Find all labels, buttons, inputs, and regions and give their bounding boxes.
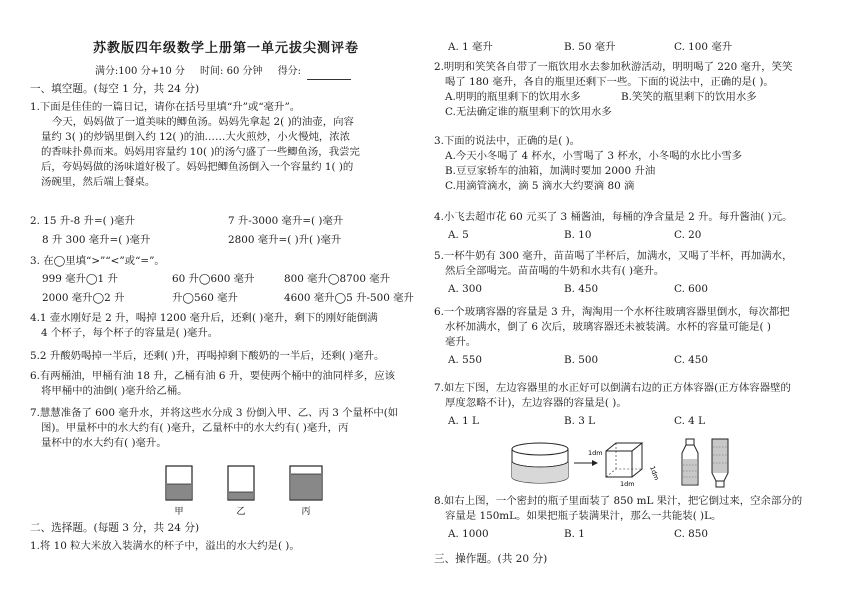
cq2-option-a: A.明明的瓶里剩下的饮用水多 (445, 91, 581, 104)
cq3-line: 3.下面的说法中，正确的是( )。 (434, 135, 581, 147)
cq5-line: 5.一杯牛奶有 300 毫升，苗苗喝了半杯后，加满水，又喝了半杯，再加满水， (434, 250, 793, 262)
q7-line: 7.慧慧准备了 600 毫升水，并将这些水分成 3 份倒入甲、乙、丙 3 个量杯中(如 (30, 407, 399, 419)
score-blank (307, 69, 351, 80)
question-2 (30, 214, 343, 248)
cq6-line: 毫升。 (445, 336, 477, 349)
time-limit: 时间: 60 分钟 (200, 66, 263, 77)
score-label: 得分: (277, 66, 302, 77)
cube-dimension-label: 1dm (648, 464, 661, 482)
cup-bing-label: 丙 (301, 507, 311, 517)
choice-question-3 (434, 134, 742, 194)
cq2-option-c: C.无法确定谁的瓶里剩下的饮用水多 (445, 106, 612, 119)
cq7-option-b: B. 3 L (564, 415, 596, 428)
choice-question-6 (434, 305, 794, 368)
question-1 (30, 100, 360, 190)
q1-line: 的香味扑鼻而来。妈妈用容量约 10( )的汤勺盛了一些鲫鱼汤，我尝完 (41, 146, 360, 159)
cq6-option-c: C. 450 (674, 354, 709, 367)
cube-dimension-label: 1dm (588, 449, 603, 457)
q6-line: 将甲桶中的油倒( )毫升给乙桶。 (41, 385, 188, 398)
q5-line: 5.2 升酸奶喝掉一半后，还剩( )升，再喝掉剩下酸奶的一半后，还剩( )毫升。 (30, 350, 385, 362)
cq3-option-a: A.今天小冬喝了 4 杯水，小雪喝了 3 杯水，小冬喝的水比小雪多 (445, 150, 743, 163)
cylinder-container-icon (512, 443, 568, 483)
cq8-line: 容量是 150mL。如果把瓶子装满果汁，那么一共能装( )L。 (445, 510, 722, 523)
section-1-heading: 一、填空题。(每空 1 分，共 24 分) (30, 83, 200, 95)
measuring-cups-figure (158, 462, 338, 520)
containers-figure (510, 437, 740, 491)
question-7 (30, 406, 398, 451)
q1-line: 后，夸妈妈做的汤味道好极了。妈妈把鲫鱼汤倒入一个容量约 1( )的 (41, 161, 354, 174)
cq4-option-c: C. 20 (674, 229, 702, 242)
cq7-option-a: A. 1 L (448, 415, 479, 428)
bottle-upright-icon (682, 439, 698, 485)
choice-question-8 (434, 494, 802, 542)
q3-item: 800 毫升◯8700 毫升 (284, 273, 391, 286)
choice-question-2 (434, 60, 792, 120)
cube-dimension-label: 1dm (620, 480, 635, 488)
cq8-option-c: C. 850 (674, 528, 709, 541)
cq2-option-b: B.笑笑的瓶里剩下的饮用水多 (621, 91, 757, 104)
choice-question-4 (434, 210, 794, 243)
q2-item: 7 升-3000 毫升=( )毫升 (228, 215, 344, 227)
cup-jia-label: 甲 (174, 507, 184, 517)
question-6 (30, 369, 395, 399)
cq3-option-c: C.用滴管滴水，滴 5 滴水大约要滴 80 滴 (445, 180, 635, 193)
q7-line: 量杯中的水大约有( )毫升。 (41, 437, 167, 450)
cq1-option-a: A. 1 毫升 (448, 41, 493, 53)
cq5-options (434, 282, 794, 297)
q4-line: 4.1 壶水刚好是 2 升，喝掉 1200 毫升后，还剩( )毫升，剩下的刚好能倒满 (30, 312, 378, 324)
cup-jia-icon (166, 466, 192, 500)
cq8-option-b: B. 1 (564, 528, 585, 541)
cq7-line: 7.如左下图，左边容器里的水正好可以倒满右边的正方体容器(正方体容器壁的 (434, 382, 791, 394)
q3-item: 4600 毫升◯5 升-500 毫升 (284, 292, 414, 305)
q2-item: 8 升 300 毫升=( )毫升 (42, 234, 151, 247)
question-3 (30, 254, 414, 306)
cq8-option-a: A. 1000 (448, 528, 489, 541)
choice-question-5 (434, 249, 794, 297)
cq2-line: 喝了 180 毫升，各自的瓶里还剩下一些。下面的说法中，正确的是( )。 (445, 76, 774, 89)
cq8-line: 8.如右上图，一个密封的瓶子里面装了 850 mL 果汁，把它倒过来，空余部分的 (434, 495, 803, 507)
choice-question-7 (434, 381, 794, 429)
q3-row (30, 272, 414, 287)
q3-item: 60 升◯600 毫升 (172, 273, 255, 286)
cq8-options (434, 527, 802, 542)
q2-item: 2800 毫升=( )升( )毫升 (228, 234, 342, 247)
exam-meta (30, 65, 422, 80)
cup-yi-icon (228, 466, 254, 500)
cq3-option-b: B.豆豆家轿车的油箱，加满时要加 2000 升油 (445, 165, 656, 178)
q7-line: 图)。甲量杯中的水大约有( )毫升，乙量杯中的水大约有( )毫升，丙 (41, 422, 349, 435)
cq1-line: 1.将 10 粒大米放入装满水的杯子中，溢出的水大约是( )。 (30, 540, 300, 552)
cq2-line: 2.明明和笑笑各自带了一瓶饮用水去参加秋游活动，明明喝了 220 毫升，笑笑 (434, 61, 793, 73)
q3-item: 2000 毫升◯2 升 (42, 292, 125, 305)
cq7-option-c: C. 4 L (674, 415, 705, 428)
full-score: 满分:100 分+10 分 (94, 66, 185, 77)
q1-line: 汤碗里，然后端上餐桌。 (41, 176, 156, 189)
cq7-line: 厚度忽略不计)，左边容器的容量是( )。 (445, 397, 627, 410)
cq6-options (434, 353, 794, 368)
section-2-heading: 二、选择题。(每题 3 分，共 24 分) (30, 522, 200, 534)
q3-row (30, 291, 414, 306)
cq6-option-b: B. 500 (564, 354, 599, 367)
cq6-option-a: A. 550 (448, 354, 482, 367)
cq1-option-c: C. 100 毫升 (674, 41, 733, 53)
q2-row (30, 233, 343, 248)
cq4-line: 4.小飞去超市花 60 元买了 3 桶酱油，每桶的净含量是 2 升。每升酱油( )元。 (434, 211, 793, 223)
cq1-options (434, 40, 794, 55)
cq4-option-b: B. 10 (564, 229, 592, 242)
cq1-option-b: B. 50 毫升 (564, 41, 616, 53)
q2-row (30, 214, 343, 229)
cq5-option-b: B. 450 (564, 283, 599, 296)
choice-question-1 (30, 539, 300, 554)
cq2-options-row (434, 90, 792, 105)
q1-line: 今天，妈妈做了一道美味的鲫鱼汤。妈妈先拿起 2( )的油壶，向容 (52, 116, 354, 129)
score-got (278, 66, 357, 77)
cq5-line: 然后全部喝完。苗苗喝的牛奶和水共有( )毫升。 (445, 265, 665, 278)
q4-line: 4 个杯子，每个杯子的容量是( )毫升。 (41, 327, 219, 340)
q2-item: 2. 15 升-8 升=( )毫升 (30, 215, 135, 227)
question-5 (30, 349, 384, 364)
cq4-options (434, 228, 794, 243)
cq5-option-c: C. 600 (674, 283, 709, 296)
q1-line: 1.下面是佳佳的一篇日记，请你在括号里填“升”或“毫升”。 (30, 101, 301, 113)
cq7-options (434, 414, 794, 429)
cq6-line: 6.一个玻璃容器的容量是 3 升，淘淘用一个水杯往玻璃容器里倒水，每次都把 (434, 306, 790, 318)
q3-item: 升◯560 毫升 (172, 292, 238, 305)
q6-line: 6.有两桶油，甲桶有油 18 升，乙桶有油 6 升，要使两个桶中的油同样多，应该 (30, 370, 396, 382)
section-3-heading: 三、操作题。(共 20 分) (434, 553, 548, 565)
q3-title: 3. 在◯里填“>”“<”或“=”。 (30, 255, 165, 267)
cube-container-icon (606, 443, 642, 477)
question-4 (30, 311, 378, 341)
arrow-icon (574, 460, 598, 466)
bottle-inverted-icon (712, 439, 728, 487)
cup-yi-label: 乙 (236, 507, 246, 517)
cq5-option-a: A. 300 (448, 283, 482, 296)
cup-bing-icon (290, 466, 322, 500)
cq6-line: 水杯加满水，倒了 6 次后，玻璃容器还未被装满。水杯的容量可能是( ) (445, 321, 771, 334)
q1-line: 量约 3( )的炒锅里倒入约 12( )的油……大火煎炒，小火慢炖，浓浓 (41, 131, 351, 144)
exam-title: 苏教版四年级数学上册第一单元拔尖测评卷 (92, 41, 359, 56)
q3-item: 999 毫升◯1 升 (42, 273, 118, 286)
cq4-option-a: A. 5 (448, 229, 469, 242)
